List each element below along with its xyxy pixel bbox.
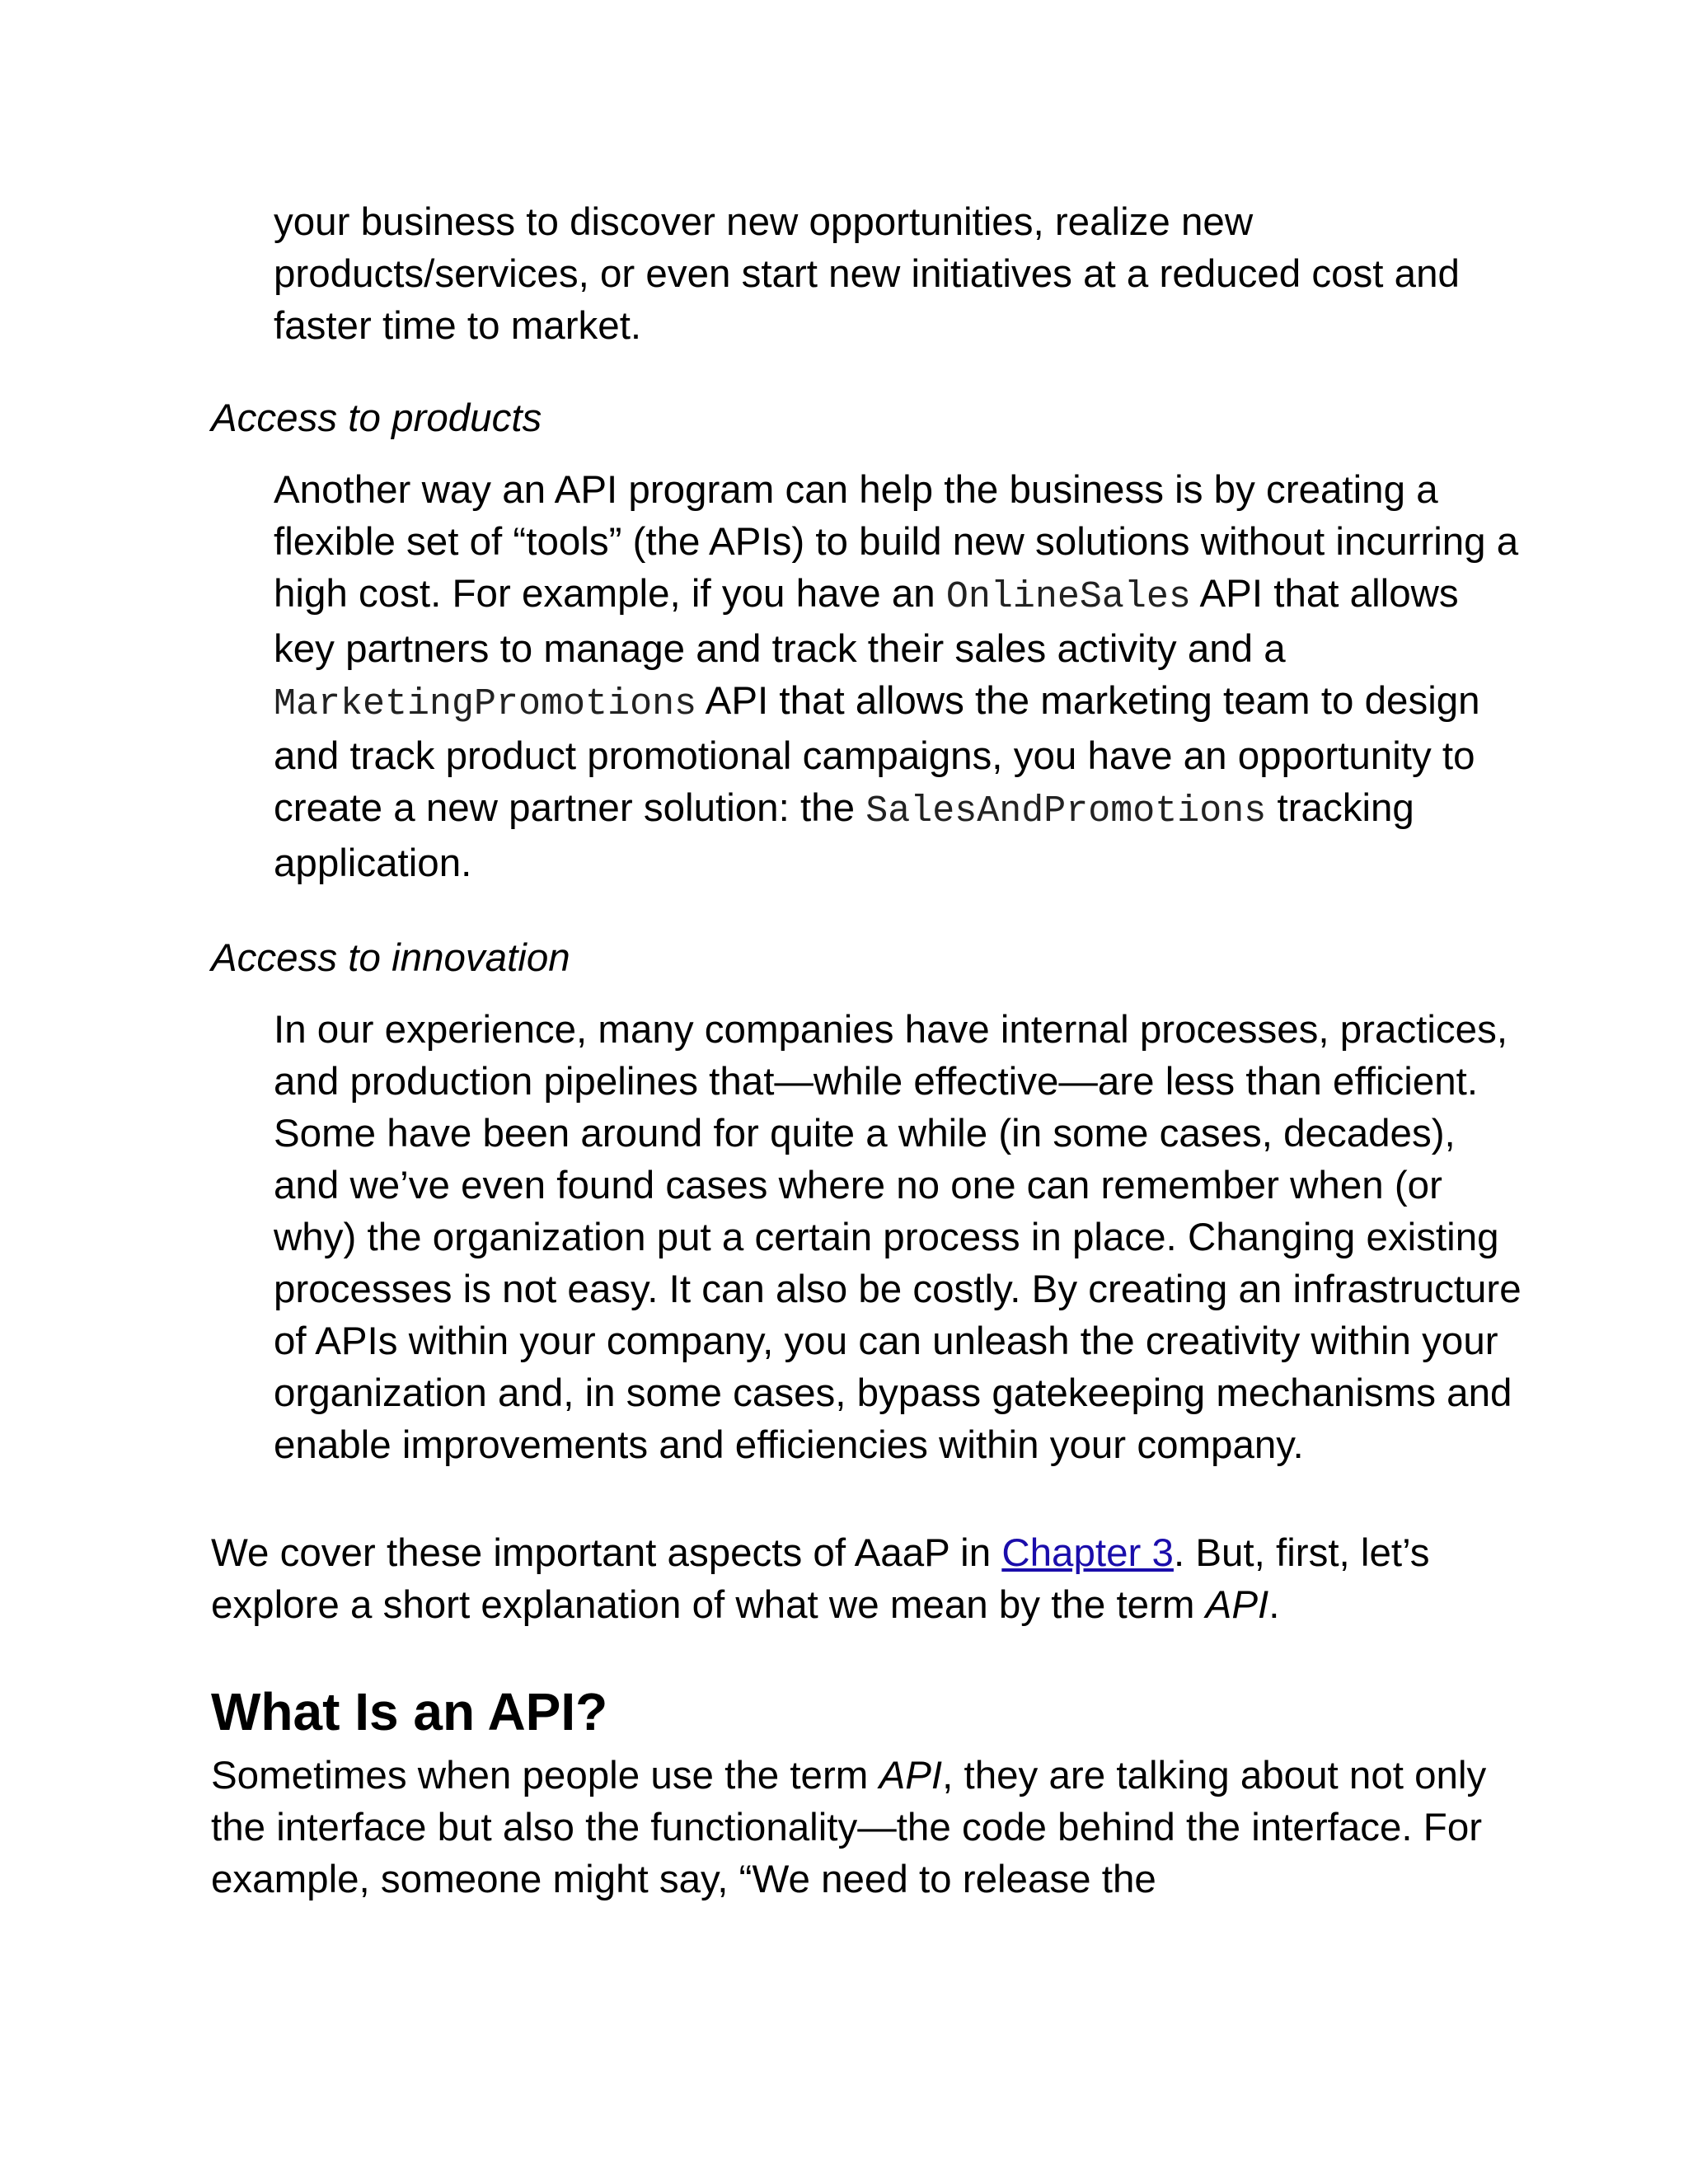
emphasis-api: API <box>879 1754 943 1797</box>
term-access-to-innovation: Access to innovation <box>211 936 570 980</box>
section-heading: What Is an API? <box>211 1682 608 1741</box>
paragraph-text: API that allows key partners to manage and track their sales activity and a <box>274 572 1459 671</box>
access-to-products-paragraph <box>274 464 1526 889</box>
code-sales-and-promotions: SalesAndPromotions <box>865 790 1267 832</box>
emphasis-api: API <box>1205 1583 1269 1627</box>
access-to-innovation-paragraph <box>274 1004 1526 1471</box>
term-access-to-products: Access to products <box>211 396 542 440</box>
paragraph-text: . <box>1268 1583 1280 1627</box>
intro-text: your business to discover new opportunities, realize new products/services, or even start new initiatives at a reduced cost and faster time to market. <box>274 200 1460 348</box>
paragraph-text: We cover these important aspects of AaaP in <box>211 1531 1002 1575</box>
paragraph-text: . But, first, let’s explore a short explanation of what we mean by the term <box>211 1531 1430 1627</box>
paragraph-text: Sometimes when people use the term <box>211 1754 879 1797</box>
section-paragraph <box>211 1750 1497 1905</box>
code-online-sales: OnlineSales <box>945 576 1191 618</box>
code-marketing-promotions: MarketingPromotions <box>274 683 697 725</box>
page-content <box>211 196 1522 1905</box>
paragraph-text: tracking application. <box>274 786 1414 885</box>
summary-paragraph <box>211 1527 1497 1631</box>
intro-continuation-paragraph <box>274 196 1526 352</box>
chapter-3-link[interactable]: Chapter 3 <box>1001 1531 1174 1575</box>
paragraph-text: API that allows the marketing team to design and track product promotional campaigns, you have an opportunity to create a new partner solution: the <box>274 679 1480 830</box>
paragraph-text: , they are talking about not only the interface but also the functionality—the code behind the interface. For example, someone might say, “We need to release the <box>211 1754 1487 1901</box>
paragraph-text: In our experience, many companies have internal processes, practices, and production pipelines that—while effective—are less than efficient. Some have been around for quite a while (in some cases, decades), and we’ve even found cases where no one can remember when (or why) the organization put a certain process in place. Changing existing processes is not easy. It can also be costly. By creating an infrastructure of APIs within your company, you can unleash the creativity within your organization and, in some cases, bypass gatekeeping mechanisms and enable improvements and efficiencies within your company. <box>274 1008 1522 1467</box>
paragraph-text: Another way an API program can help the business is by creating a flexible set of “tools” (the APIs) to build new solutions without incurring a high cost. For example, if you have an <box>274 468 1519 616</box>
